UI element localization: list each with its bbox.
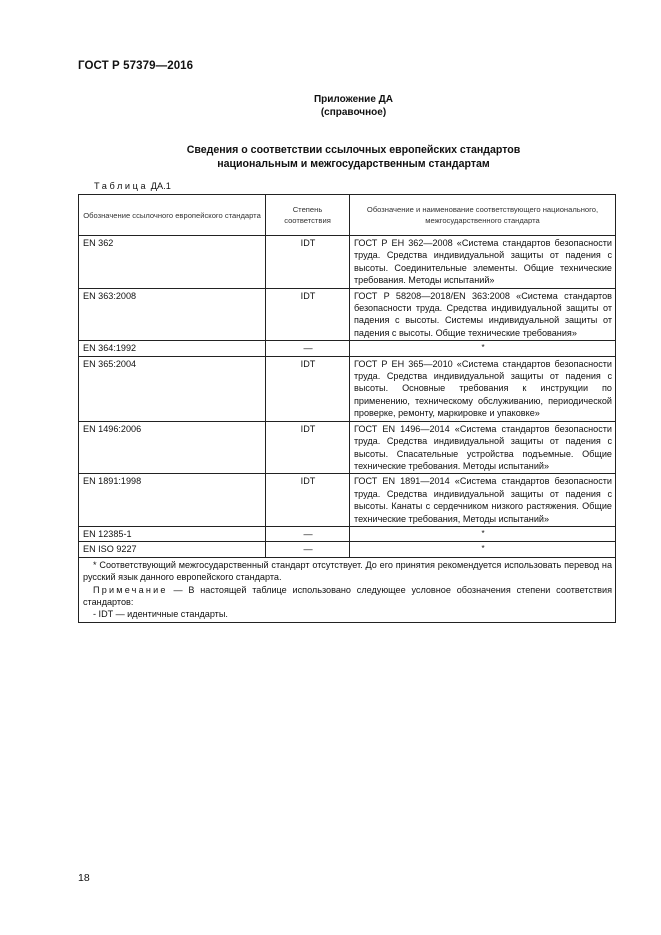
cell-ref: EN 1496:2006 — [79, 421, 266, 474]
standard-code: ГОСТ Р 57379—2016 — [78, 60, 194, 72]
table-row — [79, 356, 616, 421]
cell-ref: EN 363:2008 — [79, 288, 266, 341]
table-row — [79, 236, 616, 289]
cell-national: ГОСТ Р ЕН 362—2008 «Система стандартов безопасности труда. Средства индивидуальной защиты от падения с высоты. Соединительные элементы. Общие технические требования. Методы испытаний» — [350, 236, 616, 289]
annex-title: Приложение ДА — [313, 94, 394, 105]
annex-heading — [0, 93, 661, 119]
cell-national: * — [350, 526, 616, 541]
cell-degree: — — [266, 526, 350, 541]
cell-ref: EN 364:1992 — [79, 341, 266, 356]
cell-national: ГОСТ Р ЕН 365—2010 «Система стандартов безопасности труда. Средства индивидуальной защиты от падения с высоты. Основные требования к инструкции по применению, техническому обслуживанию, периодической проверке, ремонту, маркировке и упаковке» — [350, 356, 616, 421]
cell-degree: IDT — [266, 356, 350, 421]
cell-ref: EN 1891:1998 — [79, 474, 266, 527]
cell-ref: EN 365:2004 — [79, 356, 266, 421]
section-title-line1: Сведения о соответствии ссылочных европейских стандартов — [186, 144, 521, 156]
table-caption-number: ДА.1 — [150, 181, 171, 191]
cell-degree: — — [266, 542, 350, 557]
note-label: Примечание — [93, 584, 168, 595]
footnote-note — [83, 584, 612, 609]
cell-degree: IDT — [266, 288, 350, 341]
table-footnotes — [79, 557, 616, 622]
cell-degree: IDT — [266, 236, 350, 289]
table-header-row — [79, 195, 616, 236]
annex-subtitle: (справочное) — [320, 107, 387, 118]
cell-ref: EN ISO 9227 — [79, 542, 266, 557]
cell-national: * — [350, 341, 616, 356]
header-degree: Степень соответствия — [266, 195, 350, 236]
table-row — [79, 421, 616, 474]
cell-degree: IDT — [266, 421, 350, 474]
cell-national: * — [350, 542, 616, 557]
header-ref-standard: Обозначение ссылочного европейского стандарта — [79, 195, 266, 236]
table-row — [79, 474, 616, 527]
cell-degree: — — [266, 341, 350, 356]
header-national-standard: Обозначение и наименование соответствующего национального, межгосударственного стандарта — [350, 195, 616, 236]
cell-ref: EN 362 — [79, 236, 266, 289]
cell-degree: IDT — [266, 474, 350, 527]
section-title-line2: национальным и межгосударственным стандартам — [217, 158, 490, 170]
section-title — [0, 143, 661, 171]
table-caption-word: Таблица — [94, 181, 149, 191]
table-row — [79, 341, 616, 356]
cell-ref: EN 12385-1 — [79, 526, 266, 541]
footnote-idt: - IDT — идентичные стандарты. — [93, 609, 228, 620]
footnote-star: * Соответствующий межгосударственный стандарт отсутствует. До его принятия рекомендуется использовать перевод на русский язык данного европейского стандарта. — [83, 559, 612, 583]
correspondence-table — [78, 194, 616, 623]
table-row — [79, 542, 616, 557]
table-row — [79, 526, 616, 541]
note-text: — В настоящей таблице использовано следующее условное обозначения степени соответствия стандартов: — [83, 584, 612, 607]
table-footnotes-row — [79, 557, 616, 622]
table-caption — [94, 181, 171, 191]
table-row — [79, 288, 616, 341]
cell-national: ГОСТ EN 1891—2014 «Система стандартов безопасности труда. Средства индивидуальной защиты от падения с высоты. Канаты с сердечником низкого растяжения. Общие технические требования, Методы испытаний» — [350, 474, 616, 527]
cell-national: ГОСТ Р 58208—2018/EN 363:2008 «Система стандартов безопасности труда. Средства индивидуальной защиты от падения с высоты. Системы индивидуальной защиты от падения с высоты. Общие технические требования» — [350, 288, 616, 341]
page-number: 18 — [78, 872, 90, 884]
cell-national: ГОСТ EN 1496—2014 «Система стандартов безопасности труда. Средства индивидуальной защиты от падения с высоты. Спасательные устройства подъемные. Общие технические требования. Методы испытаний» — [350, 421, 616, 474]
